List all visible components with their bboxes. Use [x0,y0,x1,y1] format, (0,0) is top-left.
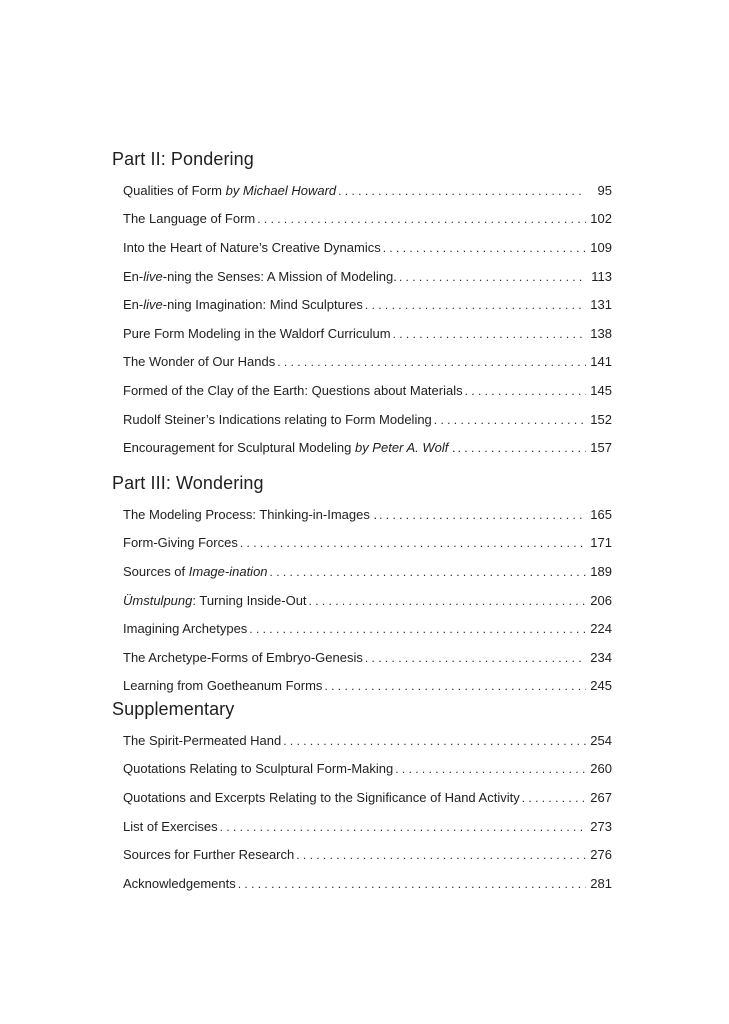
toc-entry-title-text: Form-Giving Forces [123,535,238,551]
toc-section-part-2 [112,148,612,462]
toc-entry-title-text: The Archetype-Forms of Embryo-Genesis [123,649,363,665]
toc-entry [123,233,612,262]
toc-entry-title-italic: by Peter A. Wolf [354,440,449,456]
toc-entry-title-text: Encouragement for Sculptural Modeling [123,440,355,456]
toc-entry-title [123,383,465,398]
toc-entry [123,376,612,405]
toc-entry-page-number: 281 [590,875,612,891]
toc-entry [123,290,612,319]
toc-entry [123,433,612,462]
toc-entry [123,205,612,234]
toc-entry-page-number: 276 [590,847,612,863]
toc-entry-title [123,354,277,369]
dot-leader [338,183,586,198]
dot-leader [240,535,586,550]
dot-leader [277,354,586,369]
entry-list [112,176,612,462]
toc-entry-title [123,819,220,834]
toc-entry [123,529,612,558]
toc-entry-title [123,183,338,198]
toc-entry-title [123,650,365,665]
toc-entry-page-number: 234 [590,649,612,665]
toc-entry-page-number: 141 [590,354,612,370]
toc-entry-title-text: Sources for Further Research [123,847,295,863]
toc-entry-page-number: 138 [590,325,612,341]
toc-entry-page-number: 189 [590,563,612,579]
toc-entry-title-tail: -ning the Senses: A Mission of Modeling. [162,268,397,284]
toc-entry-title [123,440,458,455]
toc-entry-title [123,507,379,522]
dot-leader [379,507,586,522]
toc-entry-title-text: List of Exercises [123,818,218,834]
toc-entry-title-text: The Modeling Process: Thinking-in-Images . [123,506,378,522]
section-heading: Part III: Wondering [112,473,264,493]
toc-entry-page-number: 95 [597,182,612,198]
toc-entry-page-number: 260 [590,761,612,777]
toc-entry [123,586,612,615]
toc-entry [123,348,612,377]
toc-entry-title-text: The Language of Form [123,211,256,227]
toc-entry-title [123,297,365,312]
toc-entry-title-text: Learning from Goetheanum Forms [123,678,323,694]
toc-entry-page-number: 109 [590,239,612,255]
toc-entry-title-italic: by Michael Howard [225,182,337,198]
dot-leader [257,211,586,226]
dot-leader [395,761,586,776]
toc-entry-title-italic: Ümstulpung [123,592,193,608]
toc-entry-title [123,269,399,284]
toc-entry-title-italic: live [143,268,163,284]
dot-leader [434,412,586,427]
toc-entry-title [123,761,395,776]
toc-entry-page-number: 131 [590,297,612,313]
toc-entry-title [123,593,309,608]
dot-leader [399,269,586,284]
toc-entry [123,783,612,812]
dot-leader [365,650,586,665]
toc-entry-title-text: Into the Heart of Nature’s Creative Dynamics [123,239,381,255]
dot-leader [383,240,586,255]
toc-entry-page-number: 273 [590,818,612,834]
dot-leader [365,297,586,312]
toc-entry [123,500,612,529]
toc-entry-title-italic: live [143,297,163,313]
toc-entry-title-tail: : Turning Inside-Out [192,592,307,608]
toc-entry-page-number: 171 [590,535,612,551]
dot-leader [393,326,586,341]
dot-leader [238,876,586,891]
dot-leader [465,383,586,398]
toc-entry-page-number: 245 [590,678,612,694]
dot-leader [283,733,586,748]
toc-entry-title-text: Sources of [123,563,189,579]
toc-entry [123,755,612,784]
toc-entry [123,869,612,898]
toc-entry-title [123,678,324,693]
entry-list [112,500,612,700]
toc-entry-title-text: Imagining Archetypes [123,621,248,637]
toc-entry-page-number: 157 [590,440,612,456]
dot-leader [324,678,586,693]
toc-entry [123,643,612,672]
dot-leader [270,564,586,579]
toc-entry-title-tail: -ning Imagination: Mind Sculptures [162,297,363,313]
toc-entry-title-text: En- [123,268,144,284]
toc-entry-page-number: 145 [590,382,612,398]
dot-leader [458,440,586,455]
toc-entry-page-number: 206 [590,592,612,608]
section-heading: Supplementary [112,699,235,719]
toc-entry-page-number: 152 [590,411,612,427]
toc-entry [123,557,612,586]
toc-entry-title [123,326,393,341]
toc-entry-title-text: Qualities of Form [123,182,226,198]
dot-leader [522,790,586,805]
toc-entry-title [123,211,257,226]
toc-entry-title-text: The Wonder of Our Hands [123,354,276,370]
toc-entry-page-number: 102 [590,211,612,227]
toc-section-part-3 [112,472,612,700]
toc-entry-title-text: Formed of the Clay of the Earth: Questions about Materials [123,382,463,398]
toc-entry [123,840,612,869]
toc-entry-title-text: Quotations and Excerpts Relating to the Significance of Hand Activity [123,789,520,805]
toc-entry [123,812,612,841]
toc-entry [123,262,612,291]
toc-entry-title-text: Pure Form Modeling in the Waldorf Curriculum [123,325,391,341]
toc-entry-title-italic: Image-ination [188,563,268,579]
toc-entry-title-text: Quotations Relating to Sculptural Form-Making [123,761,394,777]
toc-entry [123,319,612,348]
toc-entry [123,726,612,755]
dot-leader [296,847,586,862]
toc-entry-page-number: 254 [590,732,612,748]
toc-entry [123,176,612,205]
toc-entry-page-number: 267 [590,789,612,805]
toc-entry-page-number: 165 [590,506,612,522]
toc-entry-title [123,733,283,748]
entry-list [112,726,612,898]
toc-entry-title-tail: . [448,440,456,456]
toc-entry-title [123,621,249,636]
toc-entry-title [123,564,270,579]
toc-entry [123,614,612,643]
dot-leader [309,593,586,608]
toc-section-supplementary [112,698,612,898]
dot-leader [220,819,586,834]
toc-entry-title [123,412,434,427]
toc-entry-title [123,240,383,255]
toc-entry [123,672,612,701]
toc-entry-title [123,847,296,862]
toc-entry-title-text: Acknowledgements [123,875,236,891]
toc-entry-title-text: En- [123,297,144,313]
toc-entry-title-text: Rudolf Steiner’s Indications relating to Form Modeling [123,411,432,427]
dot-leader [249,621,586,636]
toc-entry-title [123,535,240,550]
toc-entry-page-number: 113 [591,268,612,284]
toc-entry-title [123,790,522,805]
section-heading: Part II: Pondering [112,149,254,169]
toc-entry-page-number: 224 [590,621,612,637]
toc-entry-title [123,876,238,891]
toc-entry [123,405,612,434]
toc-entry-title-text: The Spirit-Permeated Hand [123,732,282,748]
